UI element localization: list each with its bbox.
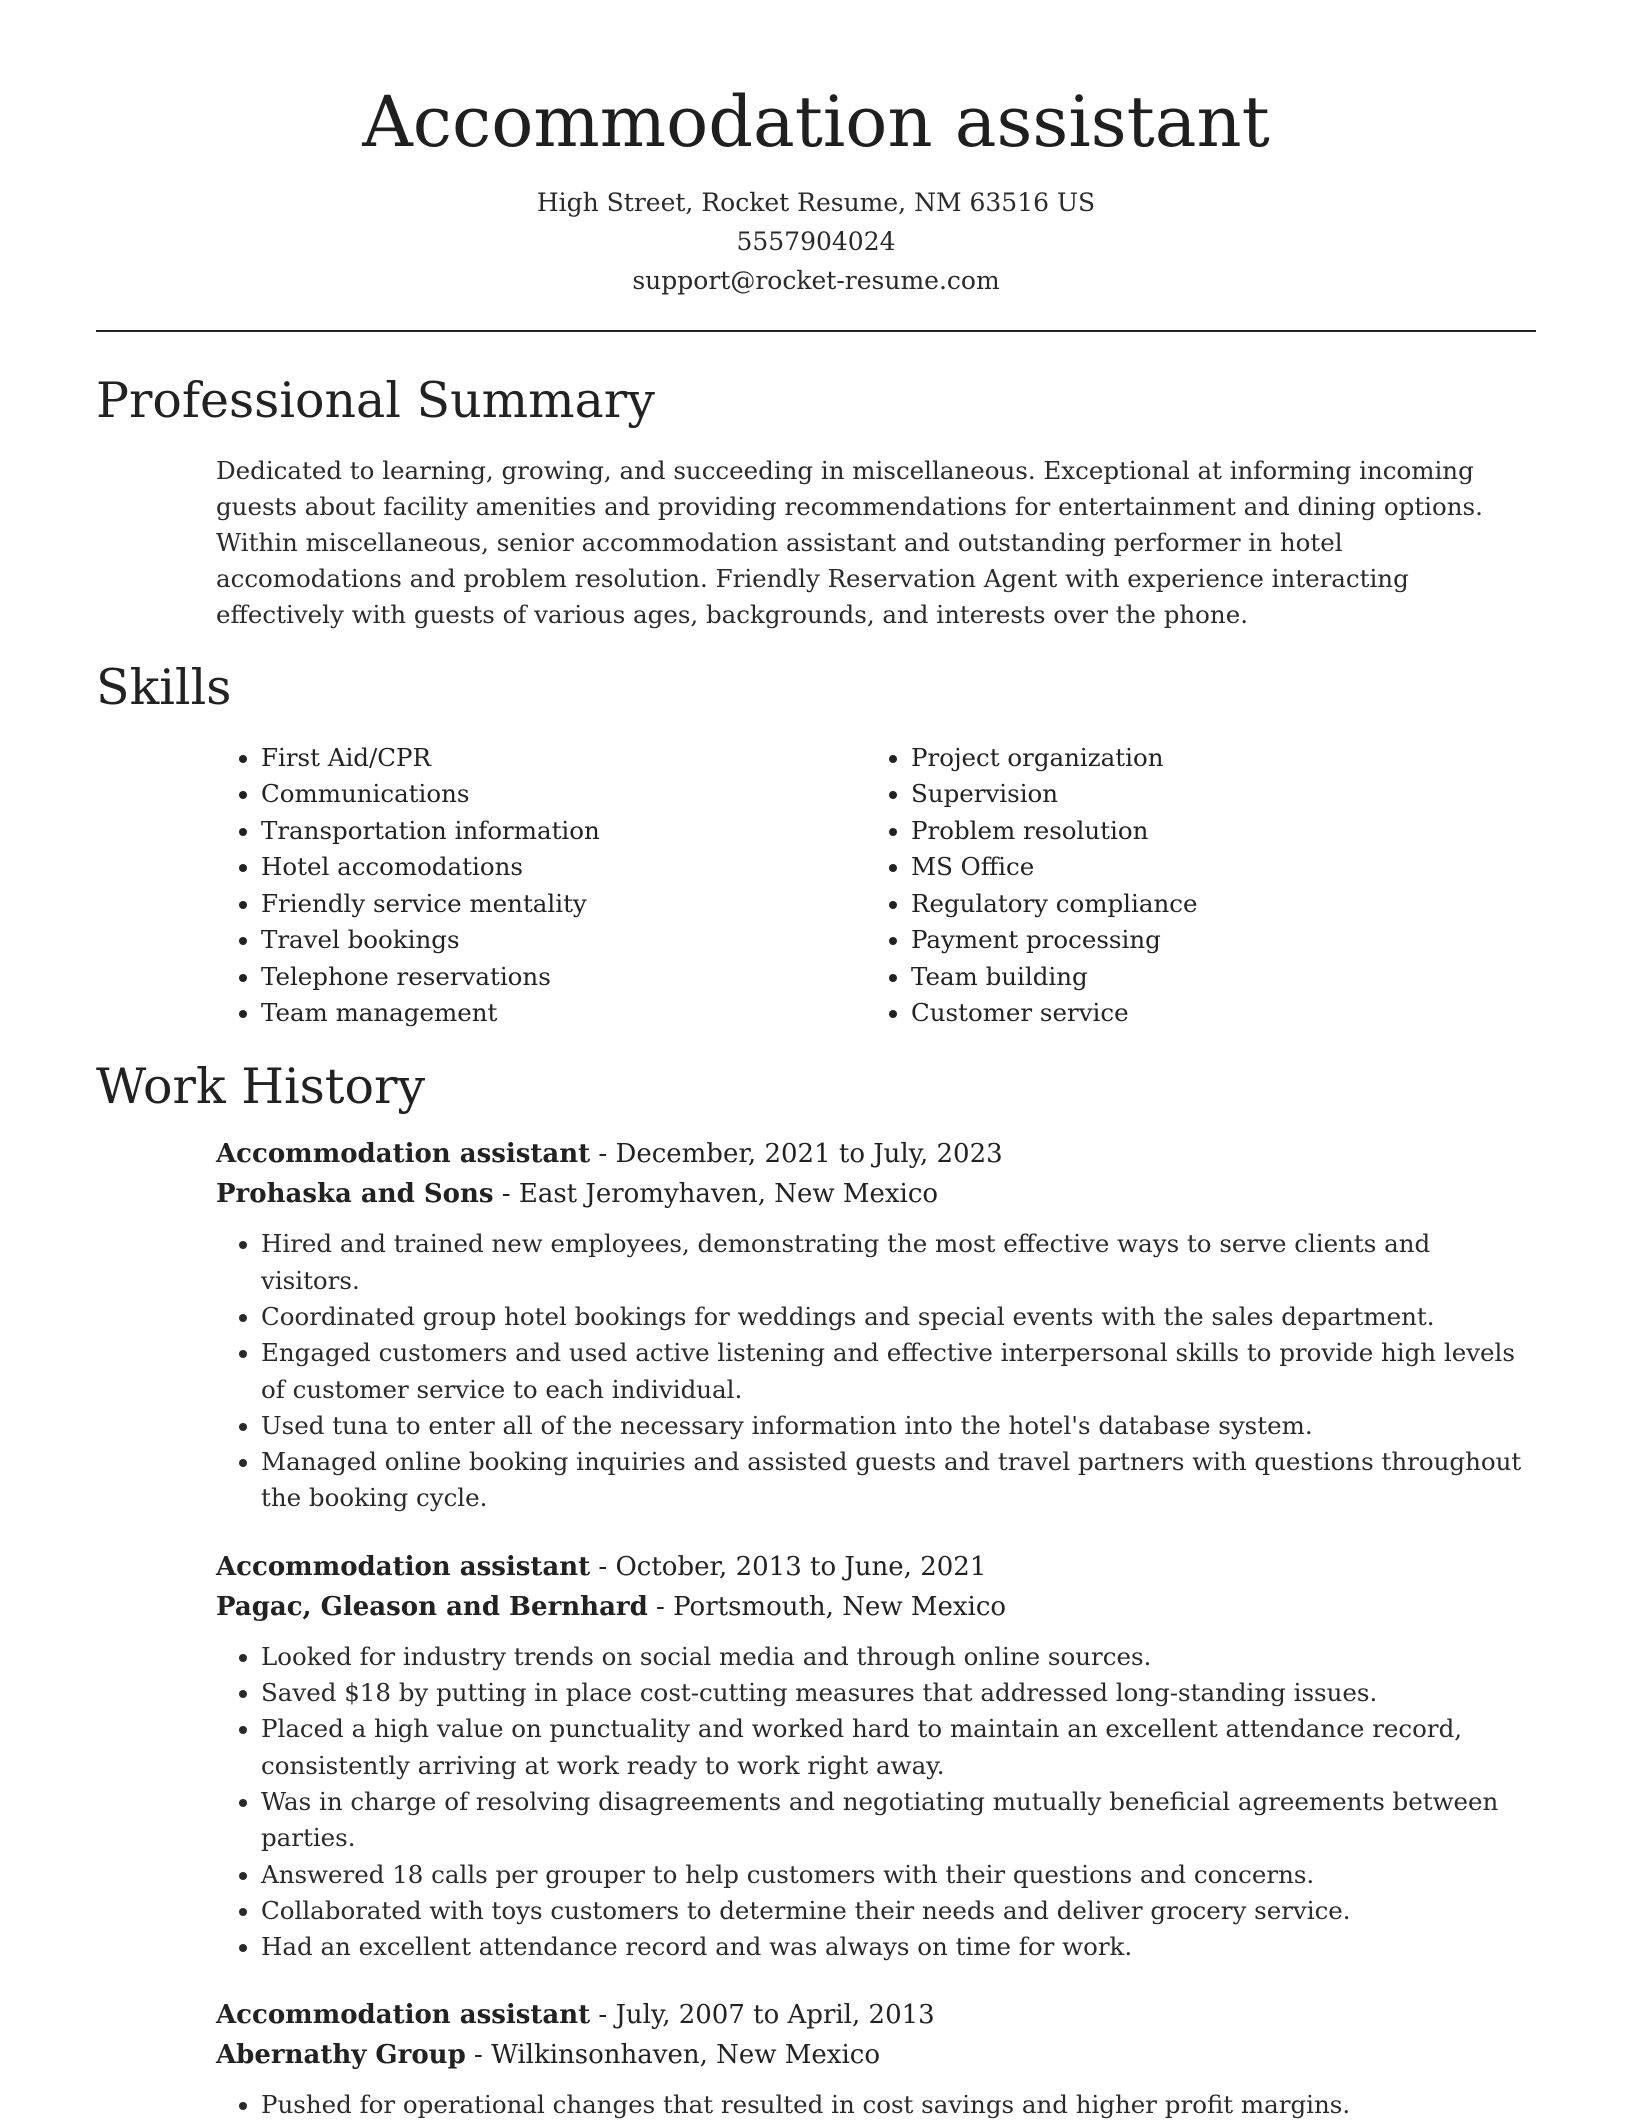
duty-item: • Hired and trained new employees, demonstrating the most effective ways to serve clients and visitors. <box>261 1226 1536 1299</box>
job-title-line <box>216 1134 1536 1174</box>
duty-item: • Looked for industry trends on social media and through online sources. <box>261 1639 1536 1675</box>
duty-item: • Answered 18 calls per grouper to help customers with their questions and concerns. <box>261 1857 1536 1893</box>
job-location: - Wilkinsonhaven, New Mexico <box>465 2040 880 2071</box>
job-role: Accommodation assistant <box>216 2000 591 2031</box>
duty-item: • Saved $18 by putting in place cost-cutting measures that addressed long-standing issues. <box>261 1675 1536 1711</box>
duty-item: • Collaborated with toys customers to determine their needs and deliver grocery service. <box>261 1893 1536 1929</box>
duty-item: • Placed a high value on punctuality and worked hard to maintain an excellent attendance record, consistently arriving at work ready to work right away. <box>261 1711 1536 1784</box>
duty-item: • Was in charge of resolving disagreements and negotiating mutually beneficial agreements between parties. <box>261 1784 1536 1857</box>
job-dates: - October, 2013 to June, 2021 <box>590 1551 987 1582</box>
job-entry <box>216 1134 1536 1516</box>
skill-item: • Team management <box>261 995 866 1032</box>
skill-item: • Telephone reservations <box>261 959 866 996</box>
skills-list <box>216 740 1536 1032</box>
duty-item: • Had an excellent attendance record and was always on time for work. <box>261 1929 1536 1965</box>
skill-item: • Travel bookings <box>261 922 866 959</box>
skills-column-left <box>216 740 866 1032</box>
job-duties <box>216 1226 1536 1516</box>
work-history-heading: Work History <box>96 1057 426 1115</box>
job-duties <box>216 2087 1536 2123</box>
job-dates: - December, 2021 to July, 2023 <box>590 1139 1003 1170</box>
job-entry <box>216 1547 1536 1966</box>
job-company-line <box>216 1174 1536 1214</box>
job-location: - East Jeromyhaven, New Mexico <box>493 1179 939 1210</box>
duty-item: • Used tuna to enter all of the necessary information into the hotel's database system. <box>261 1408 1536 1444</box>
duty-item: • Engaged customers and used active listening and effective interpersonal skills to provide high levels of customer service to each individual. <box>261 1335 1536 1408</box>
resume-header <box>96 0 1536 300</box>
job-company: Abernathy Group <box>216 2040 466 2071</box>
summary-text: Dedicated to learning, growing, and succeeding in miscellaneous. Exceptional at informing incoming guests about facility amenities and providing recommendations for entertainment and dining options. Within miscellaneous, senior accommodation assistant and outstanding performer in hotel accomodations and problem resolution. Friendly Reservation Agent with experience interacting effectively with guests of various ages, backgrounds, and interests over the phone. <box>216 455 1483 629</box>
skill-item: • Payment processing <box>911 922 1197 959</box>
job-company: Pagac, Gleason and Bernhard <box>216 1591 648 1622</box>
skill-item: • Hotel accomodations <box>261 849 866 886</box>
job-entry <box>216 1995 1536 2123</box>
job-title-line <box>216 1547 1536 1587</box>
contact-block <box>96 183 1536 300</box>
skill-item: • Customer service <box>911 995 1197 1032</box>
duty-item: • Pushed for operational changes that resulted in cost savings and higher profit margins. <box>261 2087 1536 2123</box>
job-duties <box>216 1639 1536 1966</box>
job-company-line <box>216 2035 1536 2075</box>
duty-item: • Managed online booking inquiries and assisted guests and travel partners with questions throughout the booking cycle. <box>261 1444 1536 1517</box>
skill-item: • Transportation information <box>261 813 866 850</box>
skill-item: • Team building <box>911 959 1197 996</box>
skill-item: • Problem resolution <box>911 813 1197 850</box>
job-location: - Portsmouth, New Mexico <box>647 1591 1007 1622</box>
skill-item: • Communications <box>261 776 866 813</box>
skill-item: • Friendly service mentality <box>261 886 866 923</box>
duty-item: • Coordinated group hotel bookings for weddings and special events with the sales department. <box>261 1299 1536 1335</box>
skill-item: • First Aid/CPR <box>261 740 866 777</box>
skill-item: • Project organization <box>911 740 1197 777</box>
job-title-line <box>216 1995 1536 2035</box>
candidate-name: Accommodation assistant <box>362 81 1270 163</box>
job-dates: - July, 2007 to April, 2013 <box>590 2000 935 2031</box>
skills-heading: Skills <box>96 658 232 716</box>
summary-heading: Professional Summary <box>96 372 655 429</box>
skill-item: • Supervision <box>911 776 1197 813</box>
job-company: Prohaska and Sons <box>216 1179 494 1210</box>
job-role: Accommodation assistant <box>216 1139 591 1170</box>
header-divider <box>96 330 1536 332</box>
email-address: support@rocket-resume.com <box>632 266 1000 295</box>
skills-column-right <box>866 740 1197 1032</box>
address: High Street, Rocket Resume, NM 63516 US <box>536 188 1096 217</box>
phone-number: 5557904024 <box>736 227 896 256</box>
job-role: Accommodation assistant <box>216 1551 591 1582</box>
skill-item: • Regulatory compliance <box>911 886 1197 923</box>
job-company-line <box>216 1587 1536 1627</box>
skill-item: • MS Office <box>911 849 1197 886</box>
